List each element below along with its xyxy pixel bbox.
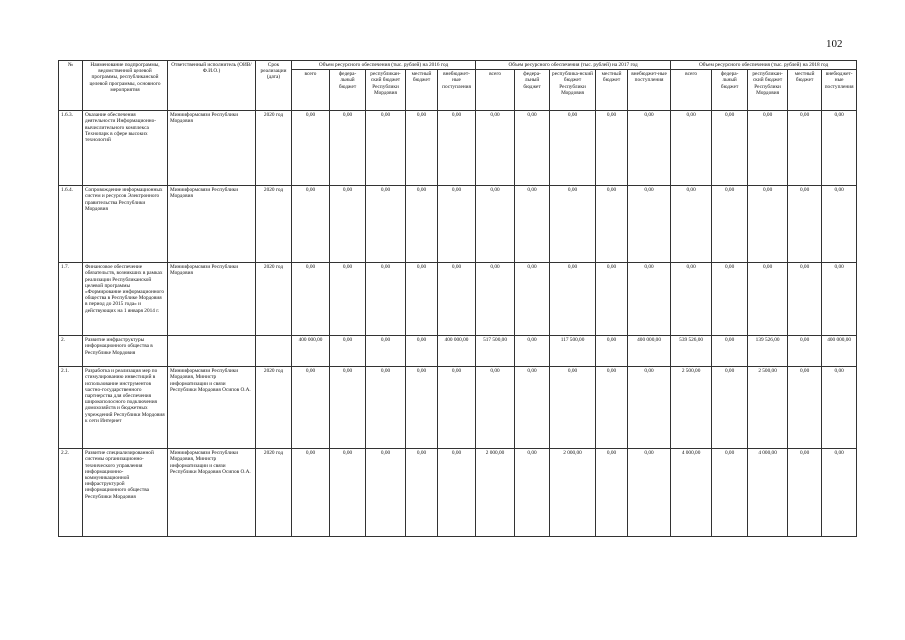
value-cell: 0,00 <box>550 111 596 186</box>
value-cell: 0,00 <box>788 263 822 336</box>
value-cell: 0,00 <box>712 263 748 336</box>
subheader: местный бюджет <box>788 70 822 111</box>
subheader: федера-льный бюджет <box>330 70 366 111</box>
value-cell: 0,00 <box>596 449 628 537</box>
value-cell: 0,00 <box>406 263 438 336</box>
value-cell: 0,00 <box>476 186 515 263</box>
value-cell: 400 000,00 <box>292 336 330 367</box>
value-cell: 0,00 <box>366 449 406 537</box>
value-cell: 0,00 <box>366 336 406 367</box>
value-cell: 0,00 <box>822 263 857 336</box>
row-number: 1.6.4. <box>59 186 83 263</box>
value-cell: 539 526,00 <box>671 336 712 367</box>
value-cell: 400 000,00 <box>628 336 671 367</box>
value-cell: 400 000,00 <box>438 336 476 367</box>
value-cell: 0,00 <box>476 111 515 186</box>
row-number: 1.7. <box>59 263 83 336</box>
value-cell: 0,00 <box>788 186 822 263</box>
value-cell: 0,00 <box>515 111 550 186</box>
value-cell: 0,00 <box>292 186 330 263</box>
value-cell: 0,00 <box>748 111 788 186</box>
value-cell: 0,00 <box>438 186 476 263</box>
row-name: Сопровождение информационных систем и ресурсов Электронного правительства Республики Мордовия <box>83 186 168 263</box>
value-cell: 4 000,00 <box>671 449 712 537</box>
value-cell: 0,00 <box>330 111 366 186</box>
row-name: Оказание обеспечения деятельности Информационно-вычислительного комплекса Технопарк в сфере высоких технологий <box>83 111 168 186</box>
value-cell: 0,00 <box>515 263 550 336</box>
value-cell: 0,00 <box>712 186 748 263</box>
value-cell: 0,00 <box>292 449 330 537</box>
value-cell: 0,00 <box>628 367 671 449</box>
table-row <box>59 449 857 537</box>
value-cell: 0,00 <box>330 186 366 263</box>
row-name: Развитие инфраструктуры информационного общества в Республике Мордовия <box>83 336 168 367</box>
value-cell: 0,00 <box>596 111 628 186</box>
value-cell: 0,00 <box>712 111 748 186</box>
row-executor: Минииформсвязи Республики Мордовия, Министр информатизации и связи Республики Мордовия Осипов О.А. <box>168 449 256 537</box>
value-cell: 0,00 <box>406 367 438 449</box>
value-cell: 0,00 <box>596 186 628 263</box>
value-cell: 2 000,00 <box>550 449 596 537</box>
value-cell: 0,00 <box>628 449 671 537</box>
header-group-2018: Объем ресурсного обеспечения (тыс. рублей) на 2018 год <box>671 61 857 70</box>
row-date: 2020 год <box>256 367 292 449</box>
row-date <box>256 336 292 367</box>
value-cell: 0,00 <box>330 336 366 367</box>
value-cell: 0,00 <box>822 186 857 263</box>
value-cell: 0,00 <box>406 336 438 367</box>
value-cell: 0,00 <box>476 263 515 336</box>
subheader: всего <box>292 70 330 111</box>
value-cell: 2 500,00 <box>748 367 788 449</box>
value-cell: 0,00 <box>822 367 857 449</box>
row-number: 2.1. <box>59 367 83 449</box>
value-cell: 0,00 <box>788 336 822 367</box>
value-cell: 0,00 <box>438 367 476 449</box>
header-date: Срок реализации (дата) <box>256 61 292 111</box>
row-executor: Минииформсвязи Республики Мордовия <box>168 111 256 186</box>
value-cell: 0,00 <box>406 449 438 537</box>
row-date: 2020 год <box>256 111 292 186</box>
value-cell: 0,00 <box>366 263 406 336</box>
value-cell: 0,00 <box>712 449 748 537</box>
value-cell: 0,00 <box>822 449 857 537</box>
row-name: Финансовое обеспечение обязательств, возникших в рамках реализации Республиканской целевой программы «Формирование информационного общества в Республике Мордовия в период до 2015 года» и действующих на 1 января 2014 г. <box>83 263 168 336</box>
value-cell: 0,00 <box>550 186 596 263</box>
value-cell: 0,00 <box>515 367 550 449</box>
value-cell: 0,00 <box>515 186 550 263</box>
value-cell: 0,00 <box>406 186 438 263</box>
table-row <box>59 186 857 263</box>
value-cell: 0,00 <box>628 186 671 263</box>
row-number: 2. <box>59 336 83 367</box>
value-cell: 0,00 <box>671 186 712 263</box>
subheader: всего <box>476 70 515 111</box>
value-cell: 0,00 <box>596 336 628 367</box>
value-cell: 0,00 <box>712 336 748 367</box>
subheader: местный бюджет <box>406 70 438 111</box>
subheader: республика-нский бюджет Республики Мордовия <box>550 70 596 111</box>
header-executor: Ответственный исполнитель (ОИВ/Ф.И.О.) <box>168 61 256 111</box>
value-cell: 0,00 <box>596 263 628 336</box>
subheader: республикан-ский бюджет Республики Мордовия <box>366 70 406 111</box>
value-cell: 0,00 <box>366 186 406 263</box>
value-cell: 0,00 <box>292 111 330 186</box>
value-cell: 0,00 <box>292 367 330 449</box>
value-cell: 0,00 <box>366 111 406 186</box>
table-row <box>59 367 857 449</box>
value-cell: 0,00 <box>671 111 712 186</box>
row-executor: Минииформсвязи Республики Мордовия, Министр информатизации и связи Республики Мордовия Осипов О.А. <box>168 367 256 449</box>
value-cell: 2 000,00 <box>476 449 515 537</box>
value-cell: 0,00 <box>550 263 596 336</box>
row-date: 2020 год <box>256 449 292 537</box>
value-cell: 0,00 <box>628 263 671 336</box>
subheader: всего <box>671 70 712 111</box>
header-num: № <box>59 61 83 111</box>
value-cell: 0,00 <box>330 449 366 537</box>
table-row <box>59 336 857 367</box>
value-cell: 0,00 <box>515 449 550 537</box>
subheader: внебюджет-ные поступления <box>628 70 671 111</box>
value-cell: 0,00 <box>438 263 476 336</box>
value-cell: 139 526,00 <box>748 336 788 367</box>
value-cell: 0,00 <box>330 263 366 336</box>
subheader: республикан-ский бюджет Республики Мордовия <box>748 70 788 111</box>
value-cell: 0,00 <box>596 367 628 449</box>
subheader: внебюджет-ные поступления <box>438 70 476 111</box>
row-name: Развитие специализированной системы организационно-технического управления информационно-коммуникационной инфраструктурой информационного общества Республики Мордовия <box>83 449 168 537</box>
value-cell: 517 500,00 <box>476 336 515 367</box>
row-executor <box>168 336 256 367</box>
value-cell: 4 000,00 <box>748 449 788 537</box>
value-cell: 0,00 <box>628 111 671 186</box>
value-cell: 0,00 <box>748 263 788 336</box>
value-cell: 0,00 <box>671 263 712 336</box>
row-name: Разработка и реализация мер по стимулированию инвестиций в использование инструментов частно-государственного партнерства для обеспечения широкополосного подключения домохозяйств и бюджетных учреждений Республики Мордовия к сети Интернет <box>83 367 168 449</box>
value-cell: 0,00 <box>438 111 476 186</box>
row-date: 2020 год <box>256 186 292 263</box>
value-cell: 0,00 <box>822 111 857 186</box>
row-date: 2020 год <box>256 263 292 336</box>
row-executor: Минииформсвязи Республики Мордовия <box>168 186 256 263</box>
value-cell: 0,00 <box>788 111 822 186</box>
value-cell: 0,00 <box>748 186 788 263</box>
table-row <box>59 263 857 336</box>
value-cell: 0,00 <box>330 367 366 449</box>
page-number: 102 <box>826 38 843 50</box>
value-cell: 0,00 <box>438 449 476 537</box>
value-cell: 0,00 <box>476 367 515 449</box>
header-group-2017: Объем ресурсного обеспечения (тыс. рублей) на 2017 год <box>476 61 671 70</box>
header-group-2016: Объем ресурсного обеспечения (тыс. рублей) на 2016 год <box>292 61 476 70</box>
value-cell: 0,00 <box>712 367 748 449</box>
value-cell: 2 500,00 <box>671 367 712 449</box>
budget-table <box>58 60 857 537</box>
subheader: местный бюджет <box>596 70 628 111</box>
header-name: Наименование подпрограммы, ведомственной целевой программы, республиканской целевой программы, основного мероприятия <box>83 61 168 111</box>
row-number: 1.6.3. <box>59 111 83 186</box>
subheader: федера-льный бюджет <box>712 70 748 111</box>
value-cell: 0,00 <box>550 367 596 449</box>
value-cell: 400 000,00 <box>822 336 857 367</box>
value-cell: 0,00 <box>788 449 822 537</box>
table-row <box>59 111 857 186</box>
row-executor: Минииформсвязи Республики Мордовия <box>168 263 256 336</box>
value-cell: 117 500,00 <box>550 336 596 367</box>
value-cell: 0,00 <box>788 367 822 449</box>
subheader: федера-льный бюджет <box>515 70 550 111</box>
subheader: внебюджет-ные поступления <box>822 70 857 111</box>
value-cell: 0,00 <box>406 111 438 186</box>
value-cell: 0,00 <box>366 367 406 449</box>
value-cell: 0,00 <box>292 263 330 336</box>
value-cell: 0,00 <box>515 336 550 367</box>
row-number: 2.2. <box>59 449 83 537</box>
